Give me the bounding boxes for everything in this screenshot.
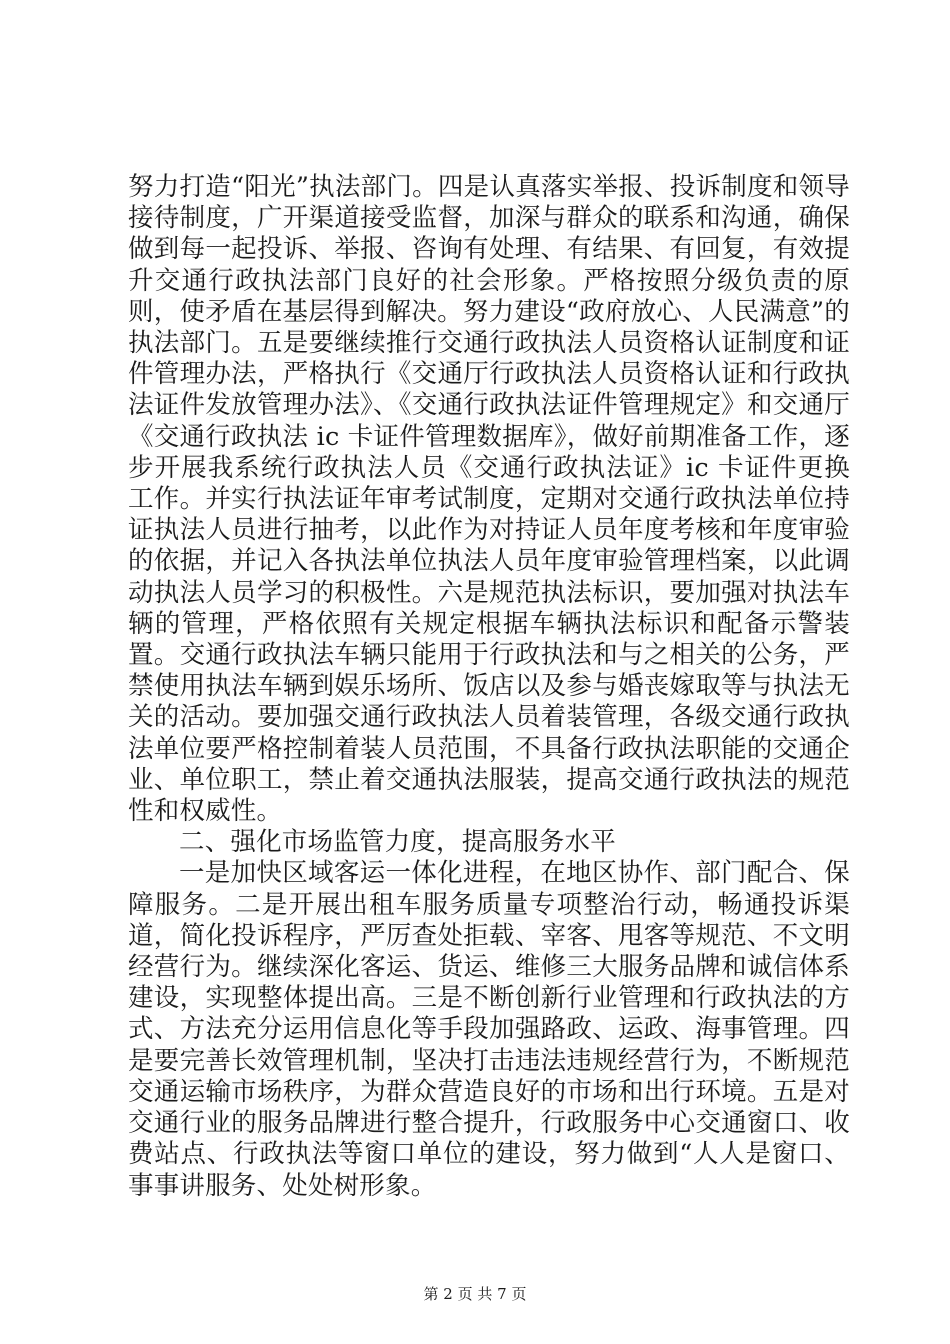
paragraph-section-two: 一是加快区域客运一体化进程，在地区协作、部门配合、保障服务。二是开展出租车服务质量专项整治行动，畅通投诉渠道，简化投诉程序，严厉查处拒载、宰客、甩客等规范、不文明经营行为。继续深化客运、货运、维修三大服务品牌和诚信体系建设，实现整体提出高。三是不断创新行业管理和行政执法的方式、方法充分运用信息化等手段加强路政、运政、海事管理。四是要完善长效管理机制，坚决打击违法违规经营行为，不断规范交通运输市场秩序，为群众营造良好的市场和出行环境。五是对交通行业的服务品牌进行整合提升，行政服务中心交通窗口、收费站点、行政执法等窗口单位的建设，努力做到“人人是窗口、事事讲服务、处处树形象。 [128, 858, 850, 1201]
paragraph-continuation: 努力打造“阳光”执法部门。四是认真落实举报、投诉制度和领导接待制度，广开渠道接受监督，加深与群众的联系和沟通，确保做到每一起投诉、举报、咨询有处理、有结果、有回复，有效提升交通行政执法部门良好的社会形象。严格按照分级负责的原则，使矛盾在基层得到解决。努力建设“政府放心、人民满意”的执法部门。五是要继续推行交通行政执法人员资格认证制度和证件管理办法，严格执行《交通厅行政执法人员资格认证和行政执法证件发放管理办法》、《交通行政执法证件管理规定》和交通厅《交通行政执法 ic 卡证件管理数据库》，做好前期准备工作，逐步开展我系统行政执法人员《交通行政执法证》ic 卡证件更换工作。并实行执法证年审考试制度，定期对交通行政执法单位持证执法人员进行抽考，以此作为对持证人员年度考核和年度审验的依据，并记入各执法单位执法人员年度审验管理档案，以此调动执法人员学习的积极性。六是规范执法标识，要加强对执法车辆的管理，严格依照有关规定根据车辆执法标识和配备示警装置。交通行政执法车辆只能用于行政执法和与之相关的公务，严禁使用执法车辆到娱乐场所、饭店以及参与婚丧嫁取等与执法无关的活动。要加强交通行政执法人员着装管理，各级交通行政执法单位要严格控制着装人员范围，不具备行政执法职能的交通企业、单位职工，禁止着交通执法服装，提高交通行政执法的规范性和权威性。 [128, 172, 850, 827]
document-body [128, 172, 850, 1202]
section-heading: 二、强化市场监管力度，提高服务水平 [179, 827, 616, 858]
page-footer: 第 2 页 共 7 页 [423, 1285, 527, 1303]
